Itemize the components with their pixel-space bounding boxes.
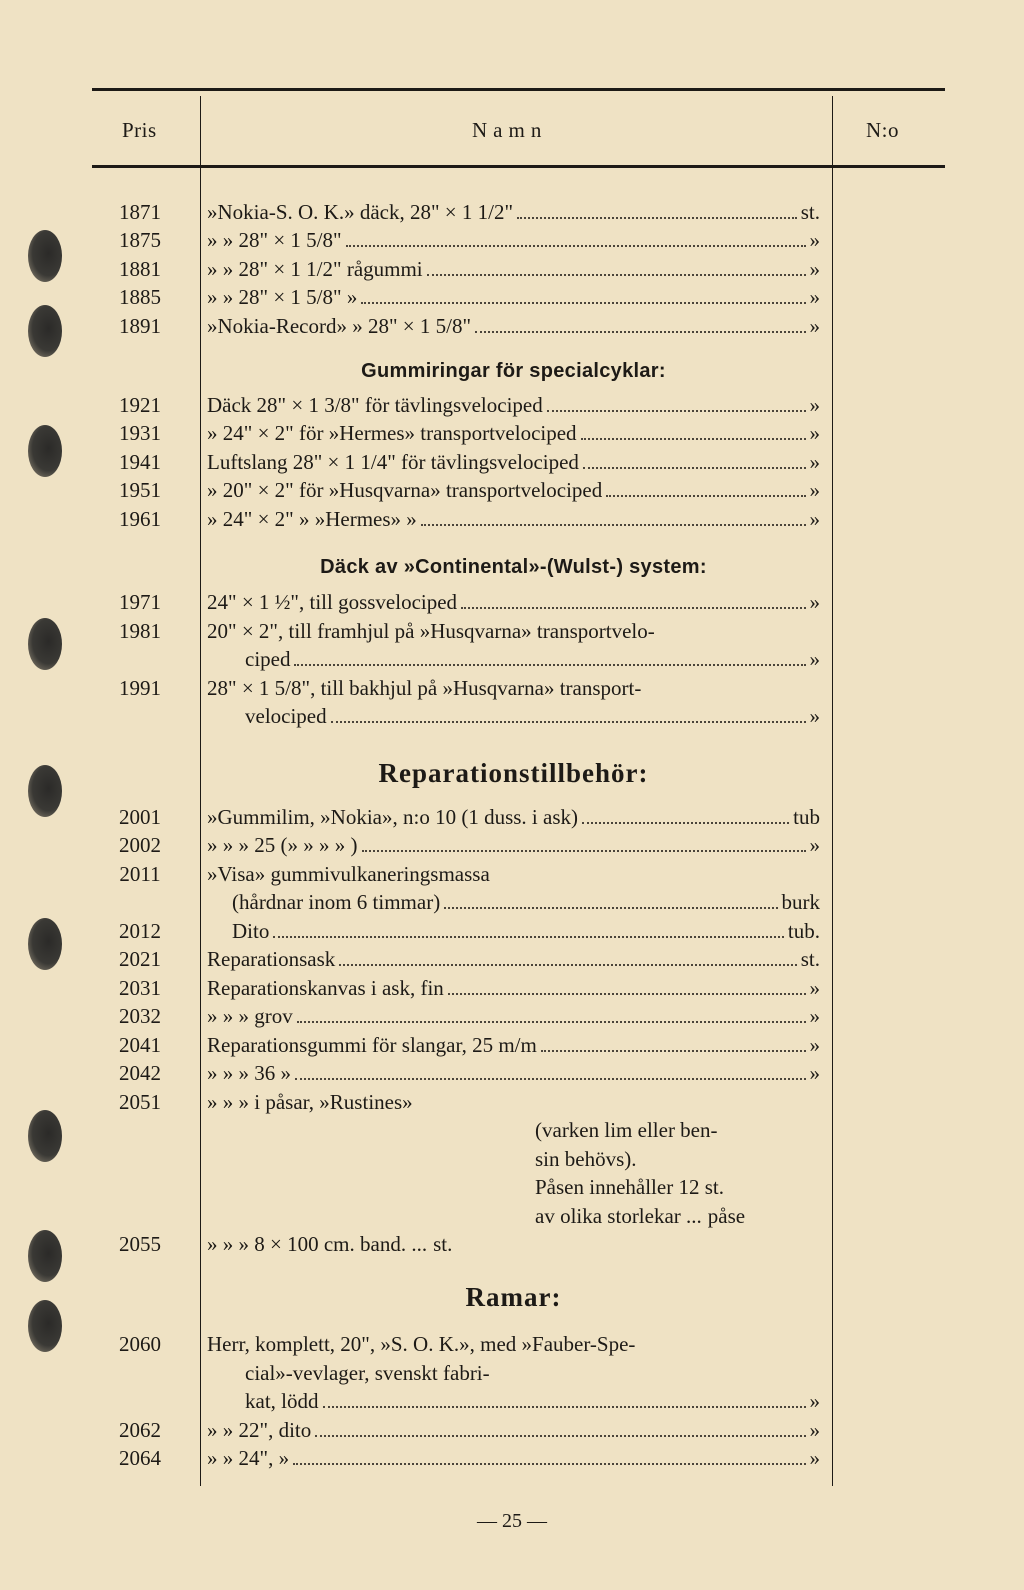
header-rule (92, 165, 945, 168)
table-row: 2001 »Gummilim, »Nokia», n:o 10 (1 duss. i ask) tub (119, 805, 820, 829)
table-row: cial»-vevlager, svenskt fabri- (245, 1361, 490, 1385)
table-row: 2064 » » 24", » » (119, 1446, 820, 1470)
table-row: 1881 » » 28" × 1 1/2" rågummi » (119, 257, 820, 281)
table-row: 2031 Reparationskanvas i ask, fin » (119, 976, 820, 1000)
table-row: 1931 » 24" × 2" för »Hermes» transportvelociped » (119, 421, 820, 445)
header-namn: Namn (472, 118, 548, 142)
table-row: 1885 » » 28" × 1 5/8" » » (119, 285, 820, 309)
table-row: (varken lim eller ben- (535, 1118, 718, 1142)
table-row: 1891 »Nokia-Record» » 28" × 1 5/8" » (119, 314, 820, 338)
header-nr: N:o (866, 118, 899, 142)
table-row: 1921 Däck 28" × 1 3/8" för tävlingsvelociped » (119, 393, 820, 417)
table-row: 1875 » » 28" × 1 5/8" » (119, 228, 820, 252)
table-row: 2032 » » » grov » (119, 1004, 820, 1028)
table-row: 2002 » » » 25 (» » » » ) » (119, 833, 820, 857)
header-pris: Pris (122, 118, 157, 142)
table-row: 2055 » » » 8 × 100 cm. band. ... st. (119, 1232, 453, 1256)
table-row: 2042 » » » 36 » » (119, 1061, 820, 1085)
section-heading: Gummiringar för specialcyklar: (361, 360, 666, 382)
table-row: 1951 » 20" × 2" för »Husqvarna» transportvelociped » (119, 478, 820, 502)
section-heading: Däck av »Continental»-(Wulst-) system: (320, 556, 707, 578)
table-row: 1941 Luftslang 28" × 1 1/4" för tävlingsvelociped » (119, 450, 820, 474)
table-row: 1981 20" × 2", till framhjul på »Husqvarna» transportvelo- (119, 619, 655, 643)
table-row: (hårdnar inom 6 timmar) burk (232, 890, 820, 914)
page-number: — 25 — (477, 1510, 547, 1532)
table-row: 2011 »Visa» gummivulkaneringsmassa (119, 862, 490, 886)
table-row: ciped » (245, 647, 820, 671)
table-row: sin behövs). (535, 1147, 637, 1171)
top-rule (92, 88, 945, 91)
table-row: 2060 Herr, komplett, 20", »S. O. K.», med »Fauber-Spe- (119, 1332, 636, 1356)
table-row: av olika storlekar ... påse (535, 1204, 746, 1228)
table-row: 1971 24" × 1 ½", till gossvelociped » (119, 590, 820, 614)
section-heading: Reparationstillbehör: (378, 758, 649, 788)
table-row: 1961 » 24" × 2" » »Hermes» » » (119, 507, 820, 531)
table-row: 2051 » » » i påsar, »Rustines» (119, 1090, 413, 1114)
table-row: 2041 Reparationsgummi för slangar, 25 m/m » (119, 1033, 820, 1057)
table-row: velociped » (245, 704, 820, 728)
table-row: 2062 » » 22", dito » (119, 1418, 820, 1442)
table-row: kat, lödd » (245, 1389, 820, 1413)
table-row: Påsen innehåller 12 st. (535, 1175, 724, 1199)
table-row: 1871 »Nokia-S. O. K.» däck, 28" × 1 1/2" st. (119, 200, 820, 224)
table-row: 1991 28" × 1 5/8", till bakhjul på »Husqvarna» transport- (119, 676, 642, 700)
table-row: 2012 Dito tub. (119, 919, 820, 943)
section-heading: Ramar: (465, 1282, 562, 1312)
table-row: 2021 Reparationsask st. (119, 947, 820, 971)
